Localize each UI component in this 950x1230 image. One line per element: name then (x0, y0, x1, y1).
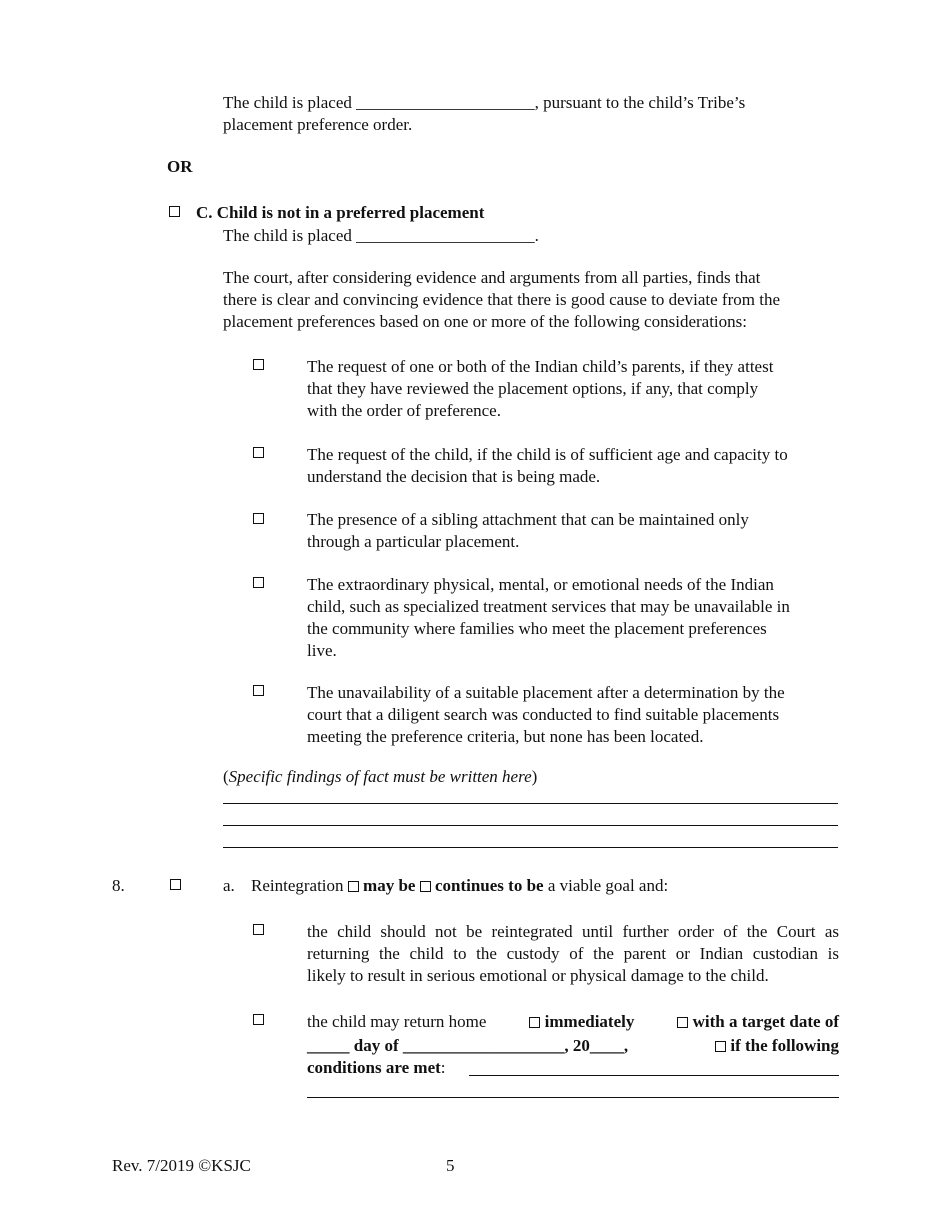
consideration-text: The unavailability of a suitable placement after a determination by the (307, 683, 785, 702)
consideration-text: live. (307, 641, 337, 660)
viable-goal-text: a viable goal and: (547, 876, 669, 895)
continues-label: continues to be (434, 876, 544, 895)
colon: : (440, 1058, 446, 1077)
consideration-text: with the order of preference. (307, 401, 501, 420)
consideration-checkbox[interactable] (253, 447, 264, 458)
consideration-text: court that a diligent search was conducted to find suitable placements (307, 705, 780, 724)
option-text: likely to result in serious emotional or physical damage to the child. (307, 966, 769, 985)
consideration-text: meeting the preference criteria, but none has been located. (307, 727, 704, 746)
consideration-text: the community where families who meet the placement preferences (307, 619, 767, 638)
finding-line: The court, after considering evidence and arguments from all parties, finds that (223, 268, 761, 287)
consideration-checkbox[interactable] (253, 359, 264, 370)
reintegration-label: Reintegration (251, 876, 344, 895)
conditions-line[interactable] (307, 1097, 839, 1098)
option-checkbox[interactable] (253, 924, 264, 935)
placed-text-cont: placement preference order. (223, 115, 413, 134)
day-of-text: _____ day of ___________________, 20____, (307, 1036, 629, 1055)
item8-checkbox[interactable] (170, 879, 181, 890)
item-number: 8. (112, 876, 125, 895)
findings-line[interactable] (223, 847, 838, 848)
option2-line2 (307, 1035, 839, 1057)
or-label: OR (167, 157, 193, 176)
option-text: returning the child to the custody of the parent or Indian custodian is (307, 944, 839, 963)
option2-line1 (307, 1011, 839, 1033)
section-c-checkbox[interactable] (169, 206, 180, 217)
findings-note: (Specific findings of fact must be written here) (223, 767, 538, 786)
consideration-text: The request of the child, if the child is of sufficient age and capacity to (307, 445, 788, 464)
consideration-checkbox[interactable] (253, 513, 264, 524)
consideration-checkbox[interactable] (253, 577, 264, 588)
placed-text: The child is placed _____________________, pursuant to the child’s Tribe’s (223, 93, 746, 112)
return-home-text: the child may return home (307, 1012, 487, 1031)
consideration-text: The extraordinary physical, mental, or emotional needs of the Indian (307, 575, 774, 594)
item-letter: a. (223, 876, 235, 895)
consideration-text: The request of one or both of the Indian child’s parents, if they attest (307, 357, 774, 376)
option-text: the child should not be reintegrated until further order of the Court as (307, 922, 839, 941)
consideration-text: child, such as specialized treatment services that may be unavailable in (307, 597, 790, 616)
consideration-checkbox[interactable] (253, 685, 264, 696)
footer-revision: Rev. 7/2019 ©KSJC (112, 1156, 251, 1175)
conditions-checkbox[interactable] (715, 1041, 726, 1052)
consideration-text: through a particular placement. (307, 532, 520, 551)
section-c-heading: C. Child is not in a preferred placement (196, 203, 485, 222)
target-date-label: with a target date of (692, 1012, 839, 1031)
option-checkbox[interactable] (253, 1014, 264, 1025)
may-be-label: may be (363, 876, 416, 895)
following-label: if the following (730, 1036, 839, 1055)
conditions-line[interactable] (469, 1075, 839, 1076)
page-number: 5 (446, 1156, 455, 1175)
finding-line: there is clear and convincing evidence that there is good cause to deviate from the (223, 290, 780, 309)
findings-note-text: Specific findings of fact must be written here (228, 767, 532, 786)
option2-line3 (307, 1057, 446, 1079)
target-date-checkbox[interactable] (677, 1017, 688, 1028)
continues-checkbox[interactable] (420, 881, 431, 892)
consideration-text: The presence of a sibling attachment that can be maintained only (307, 510, 749, 529)
section-c-placed: The child is placed _____________________. (223, 226, 539, 245)
consideration-text: that they have reviewed the placement options, if any, that comply (307, 379, 759, 398)
may-be-checkbox[interactable] (348, 881, 359, 892)
consideration-text: understand the decision that is being made. (307, 467, 601, 486)
reintegration-line (251, 875, 668, 897)
findings-line[interactable] (223, 825, 838, 826)
finding-line: placement preferences based on one or more of the following considerations: (223, 312, 747, 331)
findings-line[interactable] (223, 803, 838, 804)
conditions-label: conditions are met (307, 1058, 441, 1077)
immediately-label: immediately (544, 1012, 635, 1031)
immediately-checkbox[interactable] (529, 1017, 540, 1028)
